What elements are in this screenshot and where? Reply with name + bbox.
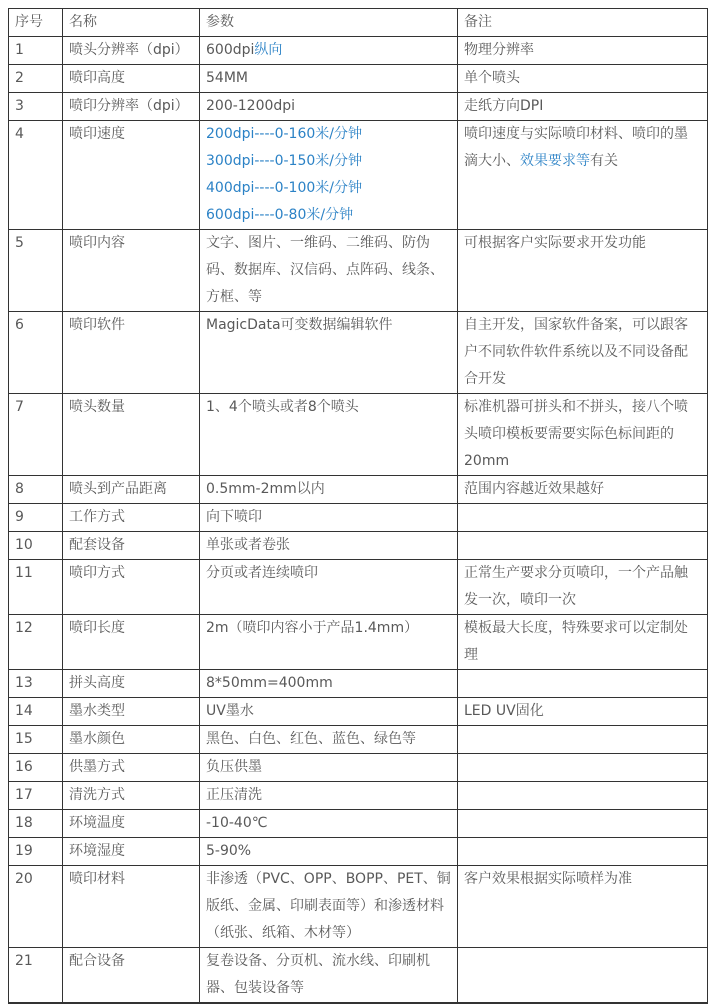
text-segment: 可根据客户实际要求开发功能 xyxy=(464,235,646,251)
text-segment: 文字、图片、一维码、二维码、防伪码、数据库、汉信码、点阵码、线条、方框、等 xyxy=(206,235,444,305)
row-remark-cell xyxy=(458,504,708,532)
printer-spec-table xyxy=(8,8,708,1004)
text-segment: 自主开发，国家软件备案，可以跟客户不同软件软件系统以及不同设备配合开发 xyxy=(464,317,688,387)
remark-line xyxy=(464,615,701,669)
highlighted-text: 效果要求等 xyxy=(520,153,590,169)
remark-line xyxy=(464,560,701,614)
row-name-cell: 喷印高度 xyxy=(63,65,200,93)
table-row xyxy=(9,670,708,698)
row-name-cell: 喷印分辨率（dpi） xyxy=(63,93,200,121)
row-number-cell: 14 xyxy=(9,698,63,726)
param-line xyxy=(206,782,451,809)
row-number-cell: 20 xyxy=(9,866,63,948)
row-name-cell: 墨水颜色 xyxy=(63,726,200,754)
header-cell-param: 参数 xyxy=(200,9,458,37)
header-cell-remark: 备注 xyxy=(458,9,708,37)
param-line xyxy=(206,670,451,697)
row-number-cell: 2 xyxy=(9,65,63,93)
row-remark-cell xyxy=(458,866,708,948)
row-number-cell: 8 xyxy=(9,476,63,504)
row-name-cell: 喷印速度 xyxy=(63,121,200,230)
text-segment: 范围内容越近效果越好 xyxy=(464,481,604,497)
row-remark-cell xyxy=(458,726,708,754)
row-param-cell xyxy=(200,230,458,312)
row-name-cell: 喷印材料 xyxy=(63,866,200,948)
header-row xyxy=(9,9,708,37)
row-remark-cell xyxy=(458,948,708,1004)
highlighted-text: 600dpi----0-80米/分钟 xyxy=(206,207,354,223)
row-param-cell xyxy=(200,948,458,1004)
text-segment: 正压清洗 xyxy=(206,787,262,803)
text-segment: 5-90% xyxy=(206,843,252,859)
text-segment: 有关 xyxy=(590,153,618,169)
row-name-cell: 喷印方式 xyxy=(63,560,200,615)
text-segment: 正常生产要求分页喷印，一个产品触发一次，喷印一次 xyxy=(464,565,688,608)
row-name-cell: 供墨方式 xyxy=(63,754,200,782)
row-param-cell xyxy=(200,754,458,782)
table-row xyxy=(9,312,708,394)
highlighted-text: 400dpi----0-100米/分钟 xyxy=(206,180,362,196)
header-cell-no: 序号 xyxy=(9,9,63,37)
row-remark-cell xyxy=(458,670,708,698)
text-segment: 0.5mm-2mm以内 xyxy=(206,481,325,497)
row-remark-cell xyxy=(458,121,708,230)
param-line xyxy=(206,810,451,837)
param-line xyxy=(206,532,451,559)
text-segment: 54MM xyxy=(206,70,248,86)
param-line xyxy=(206,175,451,202)
row-param-cell xyxy=(200,65,458,93)
text-segment: 标准机器可拼头和不拼头，接八个喷头喷印模板要需要实际色标间距的20mm xyxy=(464,399,688,469)
text-segment: 单张或者卷张 xyxy=(206,537,290,553)
row-param-cell xyxy=(200,866,458,948)
highlighted-text: 200dpi----0-160米/分钟 xyxy=(206,126,362,142)
table-row xyxy=(9,37,708,65)
row-number-cell: 11 xyxy=(9,560,63,615)
text-segment: 向下喷印 xyxy=(206,509,262,525)
table-row xyxy=(9,230,708,312)
highlighted-text: 纵向 xyxy=(254,42,283,58)
table-row xyxy=(9,532,708,560)
row-remark-cell xyxy=(458,810,708,838)
remark-line xyxy=(464,93,701,120)
row-remark-cell xyxy=(458,838,708,866)
table-row xyxy=(9,615,708,670)
row-number-cell: 16 xyxy=(9,754,63,782)
text-segment: UV墨水 xyxy=(206,703,254,719)
row-name-cell: 喷印长度 xyxy=(63,615,200,670)
param-line xyxy=(206,202,451,229)
param-line xyxy=(206,560,451,587)
highlighted-text: 300dpi----0-150米/分钟 xyxy=(206,153,362,169)
row-number-cell: 15 xyxy=(9,726,63,754)
row-remark-cell xyxy=(458,394,708,476)
table-row xyxy=(9,394,708,476)
param-line xyxy=(206,230,451,311)
param-line xyxy=(206,754,451,781)
remark-line xyxy=(464,65,701,92)
remark-line xyxy=(464,698,701,725)
text-segment: -10-40℃ xyxy=(206,815,268,831)
row-name-cell: 环境温度 xyxy=(63,810,200,838)
row-name-cell: 喷头到产品距离 xyxy=(63,476,200,504)
row-remark-cell xyxy=(458,37,708,65)
param-line xyxy=(206,838,451,865)
table-row xyxy=(9,93,708,121)
text-segment: 分页或者连续喷印 xyxy=(206,565,318,581)
row-param-cell xyxy=(200,560,458,615)
row-name-cell: 配合设备 xyxy=(63,948,200,1004)
table-row xyxy=(9,782,708,810)
row-remark-cell xyxy=(458,560,708,615)
row-number-cell: 4 xyxy=(9,121,63,230)
row-param-cell xyxy=(200,698,458,726)
table-row xyxy=(9,504,708,532)
remark-line xyxy=(464,312,701,393)
row-param-cell xyxy=(200,312,458,394)
param-line xyxy=(206,312,451,339)
remark-line xyxy=(464,121,701,175)
row-number-cell: 17 xyxy=(9,782,63,810)
table-row xyxy=(9,476,708,504)
remark-line xyxy=(464,476,701,503)
param-line xyxy=(206,698,451,725)
row-remark-cell xyxy=(458,698,708,726)
table-row xyxy=(9,866,708,948)
param-line xyxy=(206,615,451,642)
row-param-cell xyxy=(200,810,458,838)
param-line xyxy=(206,948,451,1002)
row-remark-cell xyxy=(458,476,708,504)
text-segment: 喷印速度与实际喷印材料、喷印的墨滴大小、 xyxy=(464,126,688,169)
row-param-cell xyxy=(200,121,458,230)
text-segment: 物理分辨率 xyxy=(464,42,534,58)
header-cell-name: 名称 xyxy=(63,9,200,37)
param-line xyxy=(206,866,451,947)
row-param-cell xyxy=(200,838,458,866)
text-segment: LED UV固化 xyxy=(464,703,544,719)
param-line xyxy=(206,504,451,531)
row-name-cell: 环境湿度 xyxy=(63,838,200,866)
row-param-cell xyxy=(200,504,458,532)
row-number-cell: 3 xyxy=(9,93,63,121)
param-line xyxy=(206,37,451,64)
row-remark-cell xyxy=(458,93,708,121)
row-name-cell: 喷印内容 xyxy=(63,230,200,312)
text-segment: 单个喷头 xyxy=(464,70,520,86)
param-line xyxy=(206,476,451,503)
text-segment: 复卷设备、分页机、流水线、印刷机器、包装设备等 xyxy=(206,953,430,996)
table-row xyxy=(9,838,708,866)
row-number-cell: 21 xyxy=(9,948,63,1004)
row-number-cell: 5 xyxy=(9,230,63,312)
row-name-cell: 喷头数量 xyxy=(63,394,200,476)
param-line xyxy=(206,121,451,148)
row-param-cell xyxy=(200,476,458,504)
row-name-cell: 拼头高度 xyxy=(63,670,200,698)
remark-line xyxy=(464,394,701,475)
text-segment: 2m（喷印内容小于产品1.4mm） xyxy=(206,620,419,636)
row-remark-cell xyxy=(458,312,708,394)
table-row xyxy=(9,121,708,230)
param-line xyxy=(206,65,451,92)
param-line xyxy=(206,93,451,120)
text-segment: 200-1200dpi xyxy=(206,98,296,114)
row-number-cell: 10 xyxy=(9,532,63,560)
text-segment: 非渗透（PVC、OPP、BOPP、PET、铜版纸、金属、印刷表面等）和渗透材料（纸张、纸箱、木材等） xyxy=(206,871,451,941)
row-param-cell xyxy=(200,670,458,698)
row-number-cell: 19 xyxy=(9,838,63,866)
row-number-cell: 6 xyxy=(9,312,63,394)
text-segment: 模板最大长度，特殊要求可以定制处理 xyxy=(464,620,688,663)
text-segment: 8*50mm=400mm xyxy=(206,675,333,691)
row-name-cell: 墨水类型 xyxy=(63,698,200,726)
text-segment: 600dpi xyxy=(206,42,255,58)
param-line xyxy=(206,726,451,753)
remark-line xyxy=(464,37,701,64)
remark-line xyxy=(464,866,701,893)
row-name-cell: 喷头分辨率（dpi） xyxy=(63,37,200,65)
row-number-cell: 1 xyxy=(9,37,63,65)
row-name-cell: 配套设备 xyxy=(63,532,200,560)
table-row xyxy=(9,698,708,726)
row-number-cell: 9 xyxy=(9,504,63,532)
param-line xyxy=(206,394,451,421)
row-param-cell xyxy=(200,726,458,754)
text-segment: 负压供墨 xyxy=(206,759,262,775)
remark-line xyxy=(464,230,701,257)
row-number-cell: 18 xyxy=(9,810,63,838)
text-segment: 走纸方向DPI xyxy=(464,98,544,114)
row-param-cell xyxy=(200,37,458,65)
text-segment: 1、4个喷头或者8个喷头 xyxy=(206,399,359,415)
row-name-cell: 清洗方式 xyxy=(63,782,200,810)
row-remark-cell xyxy=(458,615,708,670)
table-row xyxy=(9,948,708,1004)
row-name-cell: 喷印软件 xyxy=(63,312,200,394)
row-number-cell: 12 xyxy=(9,615,63,670)
table-row xyxy=(9,560,708,615)
row-param-cell xyxy=(200,532,458,560)
row-remark-cell xyxy=(458,65,708,93)
row-remark-cell xyxy=(458,230,708,312)
text-segment: MagicData可变数据编辑软件 xyxy=(206,317,393,333)
row-remark-cell xyxy=(458,754,708,782)
row-number-cell: 13 xyxy=(9,670,63,698)
row-name-cell: 工作方式 xyxy=(63,504,200,532)
table-row xyxy=(9,726,708,754)
row-param-cell xyxy=(200,394,458,476)
row-remark-cell xyxy=(458,532,708,560)
param-line xyxy=(206,148,451,175)
text-segment: 黑色、白色、红色、蓝色、绿色等 xyxy=(206,731,416,747)
row-number-cell: 7 xyxy=(9,394,63,476)
row-param-cell xyxy=(200,93,458,121)
table-row xyxy=(9,65,708,93)
row-remark-cell xyxy=(458,782,708,810)
row-param-cell xyxy=(200,782,458,810)
table-row xyxy=(9,810,708,838)
row-param-cell xyxy=(200,615,458,670)
text-segment: 客户效果根据实际喷样为准 xyxy=(464,871,632,887)
table-row xyxy=(9,754,708,782)
